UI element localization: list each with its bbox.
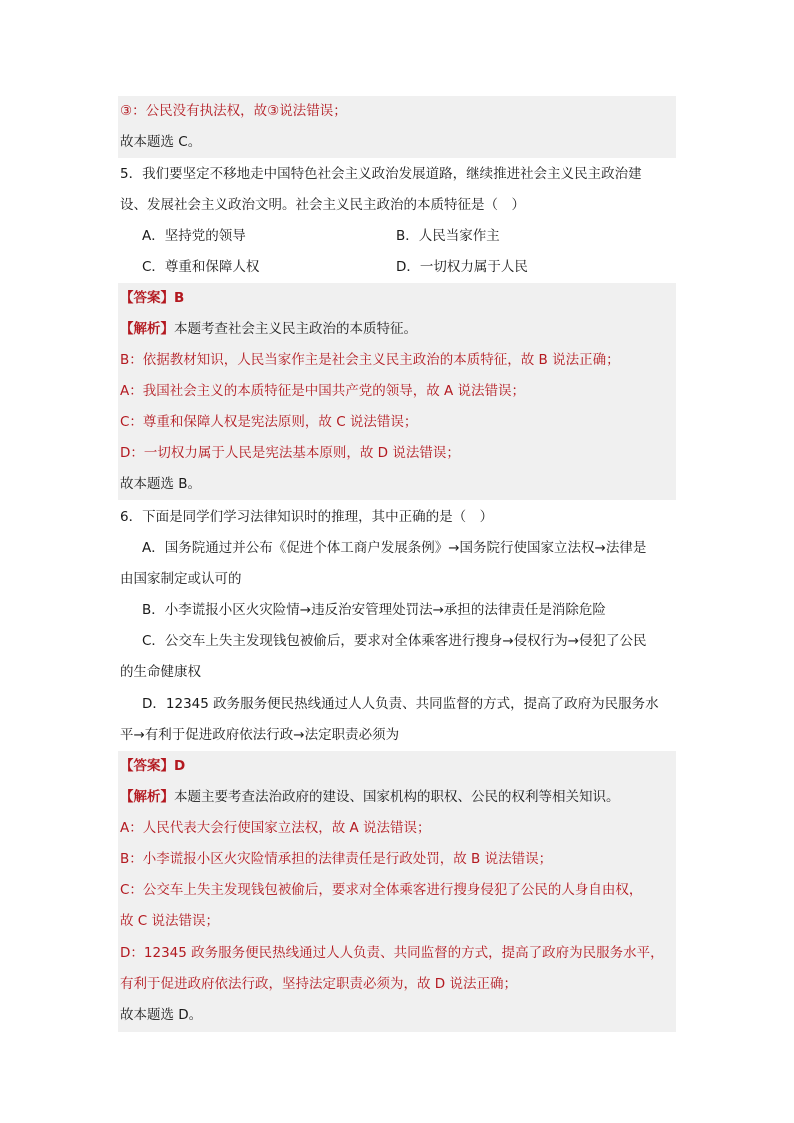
q5-analysis-b: B：依据教材知识，人民当家作主是社会主义民主政治的本质特征，故 B 说法正确； [120,352,620,368]
q5-conclusion: 故本题选 B。 [120,476,202,492]
q5-analysis-label: 【解析】 [120,321,174,337]
q5-analysis-heading [120,314,417,345]
q6-analysis-heading [120,782,620,813]
q6-analysis-b: B：小李谎报小区火灾险情承担的法律责任是行政处罚，故 B 说法错误； [120,851,553,867]
q5-option-d: D．一切权力属于人民 [396,259,528,275]
q6-analysis-d-line-2: 有利于促进政府依法行政，坚持法定职责必须为，故 D 说法正确； [120,976,517,992]
q6-analysis-a: A：人民代表大会行使国家立法权，故 A 说法错误； [120,820,431,836]
q5-answer: 【答案】B [120,290,185,306]
q5-analysis-c: C：尊重和保障人权是宪法原则，故 C 说法错误； [120,414,418,430]
q6-option-b: B．小李谎报小区火灾险情→违反治安管理处罚法→承担的法律责任是消除危险 [142,602,606,618]
q6-analysis-c-line-1: C：公交车上失主发现钱包被偷后，要求对全体乘客进行搜身侵犯了公民的人身自由权， [120,882,643,898]
q6-option-d-line-1: D．12345 政务服务便民热线通过人人负责、共同监督的方式，提高了政府为民服务水 [142,696,659,712]
q6-analysis-c-line-2: 故 C 说法错误； [120,913,220,929]
q5-option-c: C．尊重和保障人权 [142,259,260,275]
q6-conclusion: 故本题选 D。 [120,1007,203,1023]
q6-stem: 6．下面是同学们学习法律知识时的推理，其中正确的是（ ） [120,509,494,525]
q6-analysis-label: 【解析】 [120,789,174,805]
q5-analysis-a: A：我国社会主义的本质特征是中国共产党的领导，故 A 说法错误； [120,383,526,399]
q6-answer: 【答案】D [120,758,186,774]
q6-analysis-d-line-1: D：12345 政务服务便民热线通过人人负责、共同监督的方式，提高了政府为民服务水平， [120,945,664,961]
q6-option-d-line-2: 平→有利于促进政府依法行政→法定职责必须为 [120,727,400,743]
q5-stem-line-1: 5．我们要坚定不移地走中国特色社会主义政治发展道路，继续推进社会主义民主政治建 [120,166,642,182]
q6-option-c-line-1: C．公交车上失主发现钱包被偷后，要求对全体乘客进行搜身→侵权行为→侵犯了公民 [142,633,647,649]
q5-stem-line-2: 设、发展社会主义政治文明。社会主义民主政治的本质特征是（ ） [120,197,525,213]
q5-option-b: B．人民当家作主 [396,228,500,244]
q6-option-a-line-2: 由国家制定或认可的 [120,571,242,587]
q5-analysis-d: D：一切权力属于人民是宪法基本原则，故 D 说法错误； [120,445,460,461]
q6-option-a-line-1: A．国务院通过并公布《促进个体工商户发展条例》→国务院行使国家立法权→法律是 [142,540,647,556]
q5-analysis-text: 本题考查社会主义民主政治的本质特征。 [174,321,417,337]
q4-analysis-line-3: ③：公民没有执法权，故③说法错误； [120,103,347,119]
q4-conclusion: 故本题选 C。 [120,134,202,150]
q6-option-c-line-2: 的生命健康权 [120,664,201,680]
q5-option-a: A．坚持党的领导 [142,228,246,244]
q6-analysis-text: 本题主要考查法治政府的建设、国家机构的职权、公民的权利等相关知识。 [174,789,620,805]
